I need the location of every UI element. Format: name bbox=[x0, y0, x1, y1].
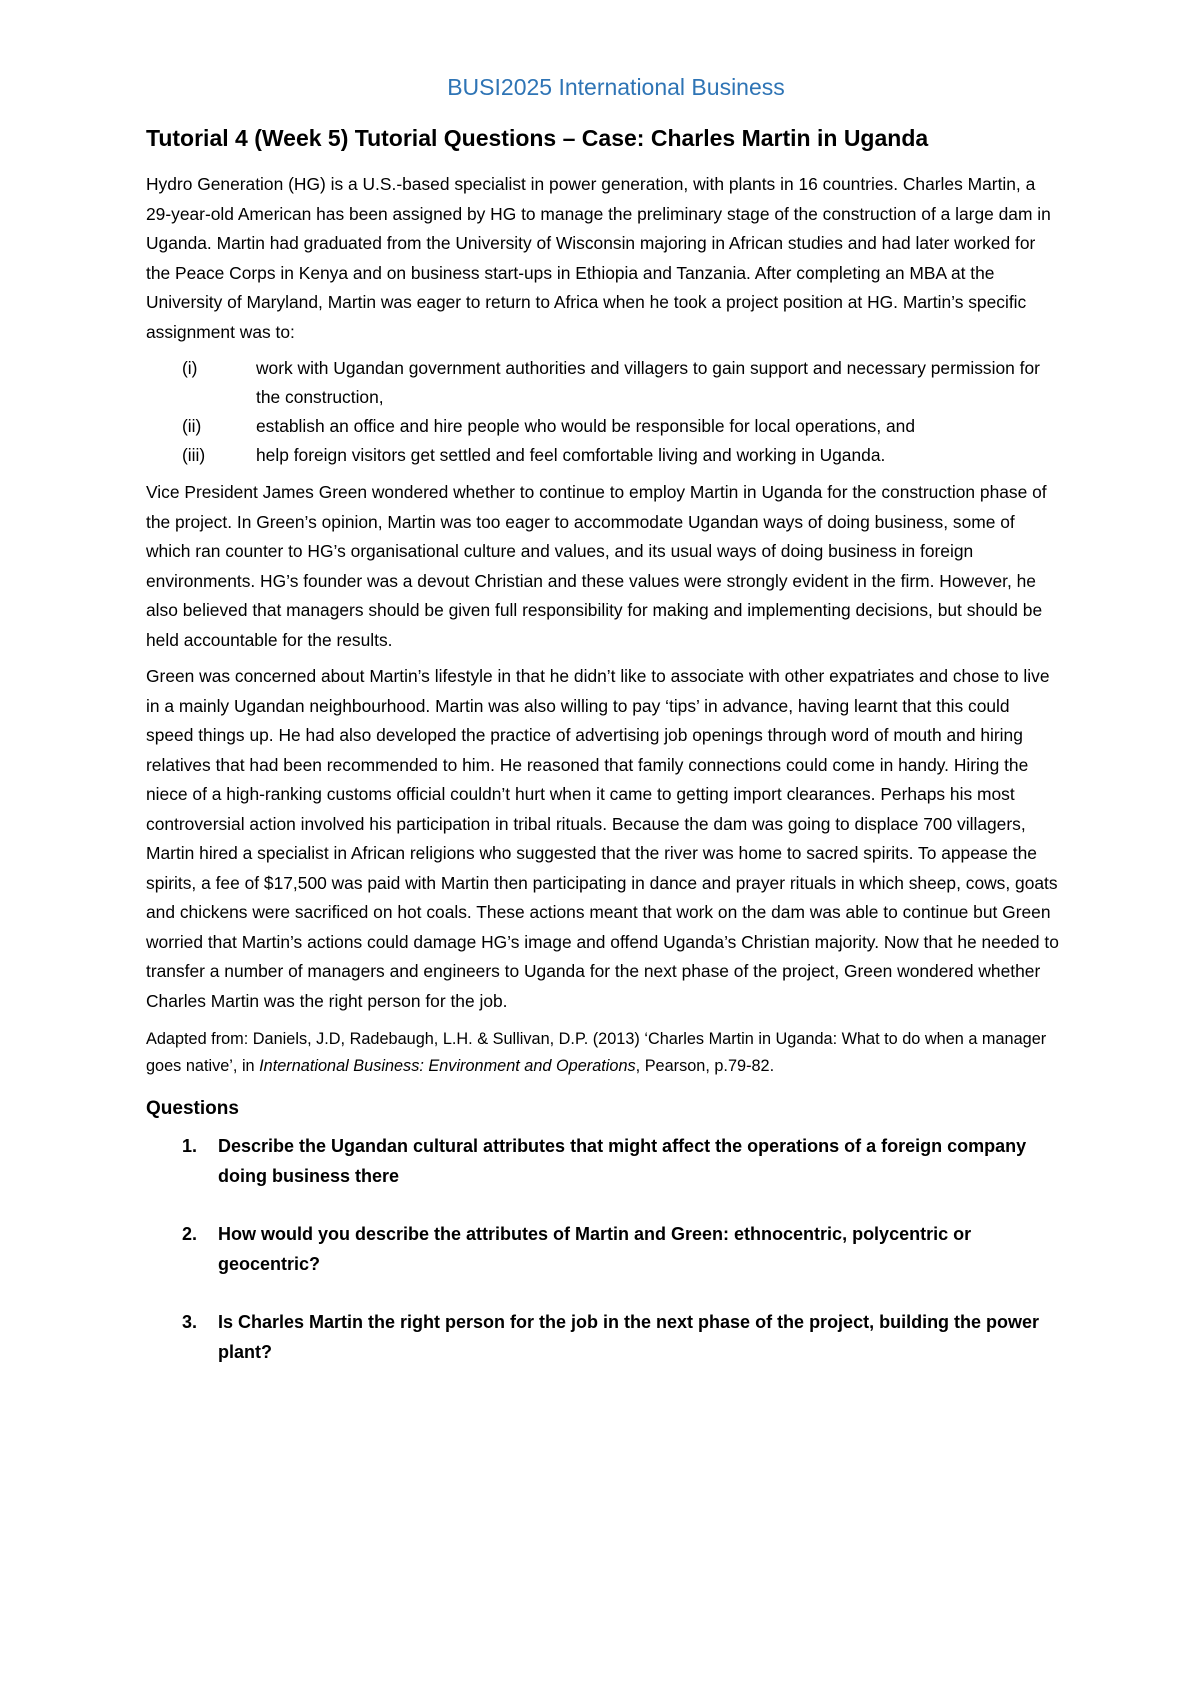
question-item bbox=[146, 1220, 1060, 1279]
assignment-text: establish an office and hire people who would be responsible for local operations, and bbox=[256, 416, 916, 436]
case-paragraph-green: Vice President James Green wondered whether to continue to employ Martin in Uganda for the construction phase of the project. In Green’s opinion, Martin was too eager to accommodate Ugandan ways of doing business, some of which ran counter to HG’s organisational culture and values, and its usual ways of doing business in foreign environments. HG’s founder was a devout Christian and these values were strongly evident in the firm. However, he also believed that managers should be given full responsibility for making and implementing decisions, but should be held accountable for the results. bbox=[146, 482, 1047, 650]
assignment-number: (ii) bbox=[182, 416, 202, 436]
assignment-item bbox=[146, 412, 1060, 441]
question-text: How would you describe the attributes of Martin and Green: ethnocentric, polycentric or geocentric? bbox=[218, 1224, 972, 1274]
question-number: 1. bbox=[182, 1136, 198, 1156]
source-citation bbox=[146, 1026, 1060, 1080]
question-item bbox=[146, 1132, 1060, 1191]
question-text: Describe the Ugandan cultural attributes that might affect the operations of a foreign company doing business there bbox=[218, 1136, 1027, 1186]
citation-suffix: , Pearson, p.79-82. bbox=[635, 1057, 775, 1075]
question-number: 2. bbox=[182, 1224, 198, 1244]
question-number: 3. bbox=[182, 1312, 198, 1332]
assignment-text: work with Ugandan government authorities and villagers to gain support and necessary permission for the construction, bbox=[256, 358, 1040, 407]
assignment-item bbox=[146, 441, 1060, 470]
citation-book-title: International Business: Environment and Operations bbox=[259, 1057, 636, 1075]
assignment-number: (i) bbox=[182, 358, 198, 378]
case-paragraph-lifestyle: Green was concerned about Martin’s lifestyle in that he didn’t like to associate with other expatriates and chose to live in a mainly Ugandan neighbourhood. Martin was also willing to pay ‘tips’ in advance, having learnt that this could speed things up. He had also developed the practice of advertising job openings through word of mouth and hiring relatives that had been recommended to him. He reasoned that family connections could come in handy. Hiring the niece of a high-ranking customs official couldn’t hurt when it came to getting import clearances. Perhaps his most controversial action involved his participation in tribal rituals. Because the dam was going to displace 700 villagers, Martin hired a specialist in African religions who suggested that the river was home to sacred spirits. To appease the spirits, a fee of $17,500 was paid with Martin then participating in dance and prayer rituals in which sheep, cows, goats and chickens were sacrificed on hot coals. These actions meant that work on the dam was able to continue but Green worried that Martin’s actions could damage HG’s image and offend Uganda’s Christian majority. Now that he needed to transfer a number of managers and engineers to Uganda for the next phase of the project, Green wondered whether Charles Martin was the right person for the job. bbox=[146, 666, 1059, 1011]
assignment-item bbox=[146, 354, 1060, 412]
tutorial-title: Tutorial 4 (Week 5) Tutorial Questions – Case: Charles Martin in Uganda bbox=[146, 125, 929, 151]
question-list bbox=[146, 1132, 1060, 1367]
assignment-number: (iii) bbox=[182, 445, 206, 465]
question-item bbox=[146, 1308, 1060, 1367]
intro-paragraph: Hydro Generation (HG) is a U.S.-based specialist in power generation, with plants in 16 countries. Charles Martin, a 29-year-old American has been assigned by HG to manage the preliminary stage of the construction of a large dam in Uganda. Martin had graduated from the University of Wisconsin majoring in African studies and had later worked for the Peace Corps in Kenya and on business start-ups in Ethiopia and Tanzania. After completing an MBA at the University of Maryland, Martin was eager to return to Africa when he took a project position at HG. Martin’s specific assignment was to: bbox=[146, 174, 1051, 342]
question-text: Is Charles Martin the right person for the job in the next phase of the project, building the power plant? bbox=[218, 1312, 1040, 1362]
course-title: BUSI2025 International Business bbox=[447, 74, 785, 100]
assignment-list bbox=[146, 354, 1060, 470]
citation-prefix: Adapted from: Daniels, J.D, Radebaugh, L.H. & Sullivan, D.P. (2013) ‘Charles Martin in Uganda: What to do when a manager goes native’, in bbox=[146, 1030, 1047, 1075]
questions-heading: Questions bbox=[146, 1098, 239, 1119]
assignment-text: help foreign visitors get settled and feel comfortable living and working in Uganda. bbox=[256, 445, 886, 465]
